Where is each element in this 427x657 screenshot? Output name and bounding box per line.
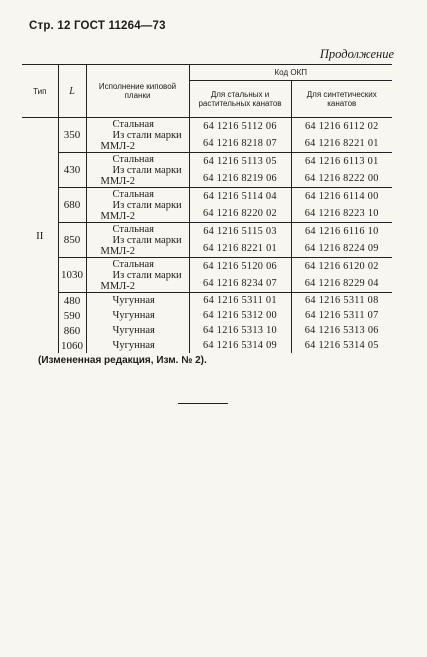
synthetic-code-cell	[291, 223, 392, 258]
execution-line: Чугунная	[112, 340, 155, 351]
synthetic-code-cell	[291, 118, 392, 153]
execution-cell	[86, 258, 189, 293]
execution-cell	[86, 118, 189, 153]
divider	[178, 403, 228, 404]
column-header-synthetic: Для синтетических канатов	[291, 81, 392, 118]
steel-code: 64 1216 5113 05	[203, 156, 277, 167]
steel-code: 64 1216 5114 04	[203, 191, 277, 202]
synthetic-code-cell	[291, 153, 392, 188]
execution-line: Стальная	[112, 188, 154, 200]
table-row-group	[22, 258, 392, 293]
execution-line: ММЛ-2	[100, 140, 136, 152]
execution-line: Чугунная	[112, 325, 155, 336]
steel-code-cell: 64 1216 5311 01	[189, 293, 291, 309]
execution-cell	[86, 308, 189, 323]
execution-cell	[86, 153, 189, 188]
execution-cell	[86, 323, 189, 338]
synthetic-code: 64 1216 8221 01	[304, 138, 379, 149]
execution-cell	[86, 338, 189, 353]
steel-code-cell: 64 1216 5313 10	[189, 323, 291, 338]
execution-line: Стальная	[112, 153, 154, 165]
length-cell: 480	[58, 293, 86, 309]
execution-cell	[86, 188, 189, 223]
length-cell: 350	[58, 118, 86, 153]
length-cell: 1030	[58, 258, 86, 293]
continuation-label: Продолжение	[319, 47, 394, 61]
steel-code-cell	[189, 118, 291, 153]
execution-line: Стальная	[112, 258, 154, 270]
table-row	[22, 308, 392, 323]
execution-line: Чугунная	[112, 310, 155, 321]
steel-code: 64 1216 5120 06	[202, 261, 277, 272]
execution-line: ММЛ-2	[100, 245, 136, 257]
execution-line: Чугунная	[112, 295, 155, 306]
okp-table	[22, 64, 392, 353]
length-cell: 860	[58, 323, 86, 338]
table-row	[22, 293, 392, 309]
execution-line: Стальная	[112, 118, 154, 130]
steel-code-cell: 64 1216 5312 00	[189, 308, 291, 323]
synthetic-code: 64 1216 8224 09	[304, 243, 379, 254]
length-cell: 680	[58, 188, 86, 223]
steel-code-cell	[189, 258, 291, 293]
steel-code: 64 1216 5115 03	[203, 226, 277, 237]
steel-code: 64 1216 8234 07	[202, 278, 277, 289]
execution-line: Стальная	[112, 223, 154, 235]
execution-line: ММЛ-2	[100, 210, 136, 222]
length-cell: 1060	[58, 338, 86, 353]
table-row-group	[22, 188, 392, 223]
synthetic-code: 64 1216 8222 00	[304, 173, 379, 184]
execution-line: Из стали марки	[112, 234, 182, 246]
execution-line: Из стали марки	[112, 269, 182, 281]
synthetic-code: 64 1216 6114 00	[304, 191, 379, 202]
synthetic-code: 64 1216 8223 10	[304, 208, 379, 219]
synthetic-code: 64 1216 6112 02	[304, 121, 379, 132]
steel-code-cell: 64 1216 5314 09	[189, 338, 291, 353]
synthetic-code-cell	[291, 188, 392, 223]
execution-cell	[86, 223, 189, 258]
table-row-group	[22, 118, 392, 153]
table-row	[22, 338, 392, 353]
length-cell: 430	[58, 153, 86, 188]
type-cell: II	[36, 229, 44, 242]
steel-code-cell	[189, 153, 291, 188]
steel-code-cell	[189, 188, 291, 223]
column-header-L: L	[58, 65, 86, 118]
synthetic-code-cell: 64 1216 5314 05	[291, 338, 392, 353]
length-cell: 590	[58, 308, 86, 323]
execution-line: ММЛ-2	[100, 280, 136, 292]
table-row-group	[22, 223, 392, 258]
steel-code: 64 1216 8221 01	[202, 243, 277, 254]
table-row	[22, 323, 392, 338]
synthetic-code: 64 1216 6113 01	[304, 156, 379, 167]
steel-code-cell	[189, 223, 291, 258]
synthetic-code-cell: 64 1216 5311 08	[291, 293, 392, 309]
synthetic-code-cell: 64 1216 5313 06	[291, 323, 392, 338]
column-header-execution: Исполнение киповой планки	[86, 65, 189, 118]
steel-code: 64 1216 8219 06	[202, 173, 277, 184]
column-header-type: Тип	[22, 65, 58, 118]
steel-code: 64 1216 8220 02	[202, 208, 277, 219]
page-header: Стр. 12 ГОСТ 11264—73	[29, 20, 166, 32]
column-header-okp: Код ОКП	[189, 65, 392, 81]
length-cell: 850	[58, 223, 86, 258]
synthetic-code-cell: 64 1216 5311 07	[291, 308, 392, 323]
synthetic-code: 64 1216 6120 02	[304, 261, 379, 272]
steel-code: 64 1216 8218 07	[202, 138, 277, 149]
synthetic-code-cell	[291, 258, 392, 293]
execution-line: ММЛ-2	[100, 175, 136, 187]
execution-line: Из стали марки	[112, 164, 182, 176]
synthetic-code: 64 1216 8229 04	[304, 278, 379, 289]
synthetic-code: 64 1216 6116 10	[304, 226, 379, 237]
amendment-note: (Измененная редакция, Изм. № 2).	[38, 355, 207, 366]
execution-line: Из стали марки	[112, 199, 182, 211]
execution-line: Из стали марки	[112, 129, 182, 141]
steel-code: 64 1216 5112 06	[203, 121, 277, 132]
table-row-group	[22, 153, 392, 188]
column-header-steel: Для стальных и растительных канатов	[189, 81, 291, 118]
execution-cell	[86, 293, 189, 309]
